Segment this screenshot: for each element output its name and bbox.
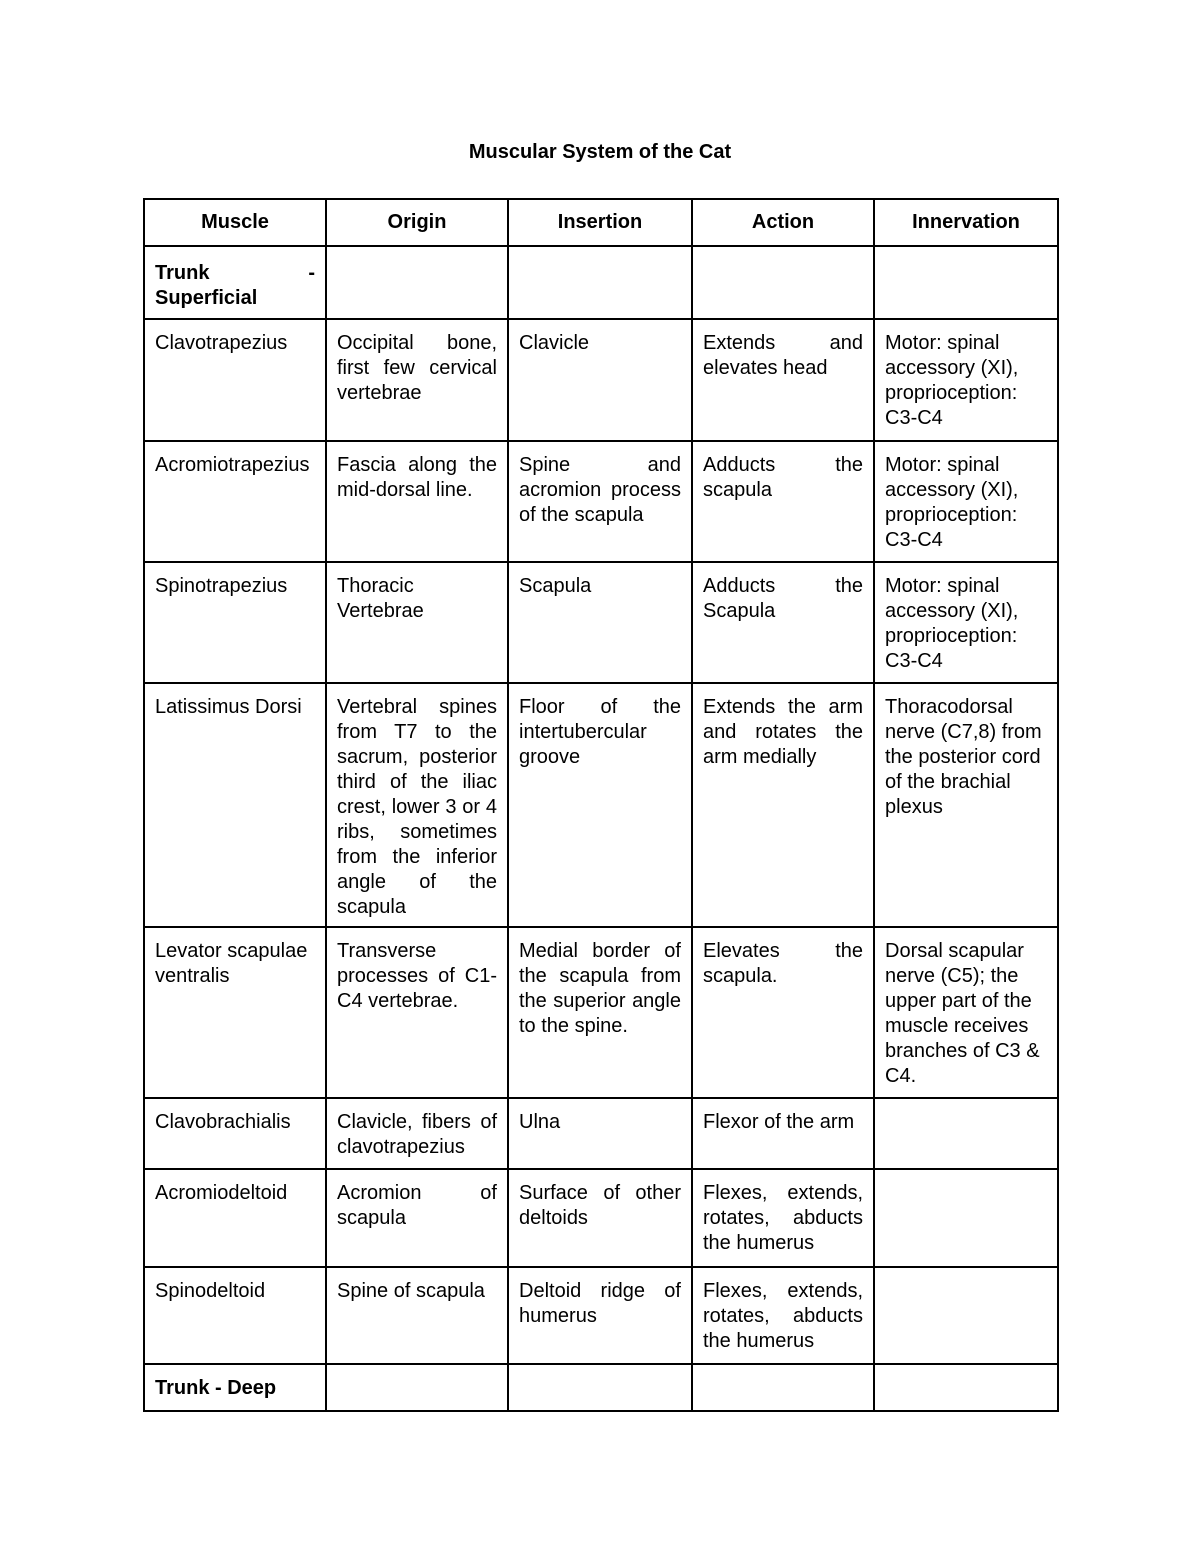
column-header-muscle: Muscle bbox=[144, 199, 326, 246]
cell-innervation: Dorsal scapular nerve (C5); the upper part of the muscle receives branches of C3 & C4. bbox=[874, 927, 1058, 1098]
column-header-innervation: Innervation bbox=[874, 199, 1058, 246]
cell-insertion: Scapula bbox=[508, 562, 692, 683]
table-row bbox=[144, 441, 1058, 562]
cell-innervation: Motor: spinal accessory (XI), proprioception: C3-C4 bbox=[874, 441, 1058, 562]
column-header-insertion: Insertion bbox=[508, 199, 692, 246]
table-row bbox=[144, 927, 1058, 1098]
cell-muscle: Clavotrapezius bbox=[144, 319, 326, 441]
cell-action: Extends and elevates head bbox=[692, 319, 874, 441]
section-label-part1: Trunk bbox=[155, 262, 210, 284]
cell-action: Flexor of the arm bbox=[692, 1098, 874, 1169]
cell-action: Flexes, extends, rotates, abducts the humerus bbox=[692, 1267, 874, 1364]
cell-innervation bbox=[874, 1267, 1058, 1364]
table-cell-empty bbox=[508, 246, 692, 319]
cell-muscle: Latissimus Dorsi bbox=[144, 683, 326, 927]
cell-innervation: Thoracodorsal nerve (C7,8) from the posterior cord of the brachial plexus bbox=[874, 683, 1058, 927]
cell-innervation: Motor: spinal accessory (XI), proprioception: C3-C4 bbox=[874, 562, 1058, 683]
cell-muscle: Clavobrachialis bbox=[144, 1098, 326, 1169]
cell-action: Extends the arm and rotates the arm medially bbox=[692, 683, 874, 927]
cell-insertion: Deltoid ridge of humerus bbox=[508, 1267, 692, 1364]
cell-action: Flexes, extends, rotates, abducts the humerus bbox=[692, 1169, 874, 1267]
cell-innervation bbox=[874, 1169, 1058, 1267]
cell-insertion: Ulna bbox=[508, 1098, 692, 1169]
column-header-action: Action bbox=[692, 199, 874, 246]
cell-action: Elevates the scapula. bbox=[692, 927, 874, 1098]
cell-insertion: Floor of the intertubercular groove bbox=[508, 683, 692, 927]
column-header-origin: Origin bbox=[326, 199, 508, 246]
cell-origin: Transverse processes of C1-C4 vertebrae. bbox=[326, 927, 508, 1098]
table-row bbox=[144, 1098, 1058, 1169]
table-row bbox=[144, 319, 1058, 441]
table-row bbox=[144, 1267, 1058, 1364]
section-row-deep bbox=[144, 1364, 1058, 1411]
table-cell-empty bbox=[874, 246, 1058, 319]
header-row bbox=[144, 199, 1058, 246]
table-row bbox=[144, 683, 1058, 927]
cell-origin: Occipital bone, first few cervical vertebrae bbox=[326, 319, 508, 441]
page-title: Muscular System of the Cat bbox=[468, 141, 732, 163]
cell-muscle: Spinodeltoid bbox=[144, 1267, 326, 1364]
section-label-part2: Superficial bbox=[155, 287, 258, 309]
section-row-superficial bbox=[144, 246, 1058, 319]
cell-insertion: Medial border of the scapula from the superior angle to the spine. bbox=[508, 927, 692, 1098]
cell-action: Adducts the Scapula bbox=[692, 562, 874, 683]
table-cell-empty bbox=[326, 246, 508, 319]
table-cell-empty bbox=[874, 1364, 1058, 1411]
section-label-superficial bbox=[144, 246, 326, 319]
cell-insertion: Spine and acromion process of the scapula bbox=[508, 441, 692, 562]
cell-muscle: Acromiodeltoid bbox=[144, 1169, 326, 1267]
table-row bbox=[144, 1169, 1058, 1267]
cell-insertion: Clavicle bbox=[508, 319, 692, 441]
cell-insertion: Surface of other deltoids bbox=[508, 1169, 692, 1267]
cell-muscle: Acromiotrapezius bbox=[144, 441, 326, 562]
muscle-table bbox=[143, 198, 1059, 1412]
cell-origin: Spine of scapula bbox=[326, 1267, 508, 1364]
cell-origin: Fascia along the mid-dorsal line. bbox=[326, 441, 508, 562]
cell-origin: Vertebral spines from T7 to the sacrum, posterior third of the iliac crest, lower 3 or 4 ribs, sometimes from the inferior angle of the scapula bbox=[326, 683, 508, 927]
cell-innervation: Motor: spinal accessory (XI), proprioception: C3-C4 bbox=[874, 319, 1058, 441]
table-row bbox=[144, 562, 1058, 683]
cell-origin: Acromion of scapula bbox=[326, 1169, 508, 1267]
cell-muscle: Spinotrapezius bbox=[144, 562, 326, 683]
cell-origin: Thoracic Vertebrae bbox=[326, 562, 508, 683]
section-label-deep: Trunk - Deep bbox=[144, 1364, 326, 1411]
section-label-dash: - bbox=[308, 262, 315, 284]
table-cell-empty bbox=[508, 1364, 692, 1411]
table-cell-empty bbox=[692, 246, 874, 319]
cell-origin: Clavicle, fibers of clavotrapezius bbox=[326, 1098, 508, 1169]
table-cell-empty bbox=[326, 1364, 508, 1411]
table-cell-empty bbox=[692, 1364, 874, 1411]
cell-action: Adducts the scapula bbox=[692, 441, 874, 562]
cell-innervation bbox=[874, 1098, 1058, 1169]
cell-muscle: Levator scapulae ventralis bbox=[144, 927, 326, 1098]
